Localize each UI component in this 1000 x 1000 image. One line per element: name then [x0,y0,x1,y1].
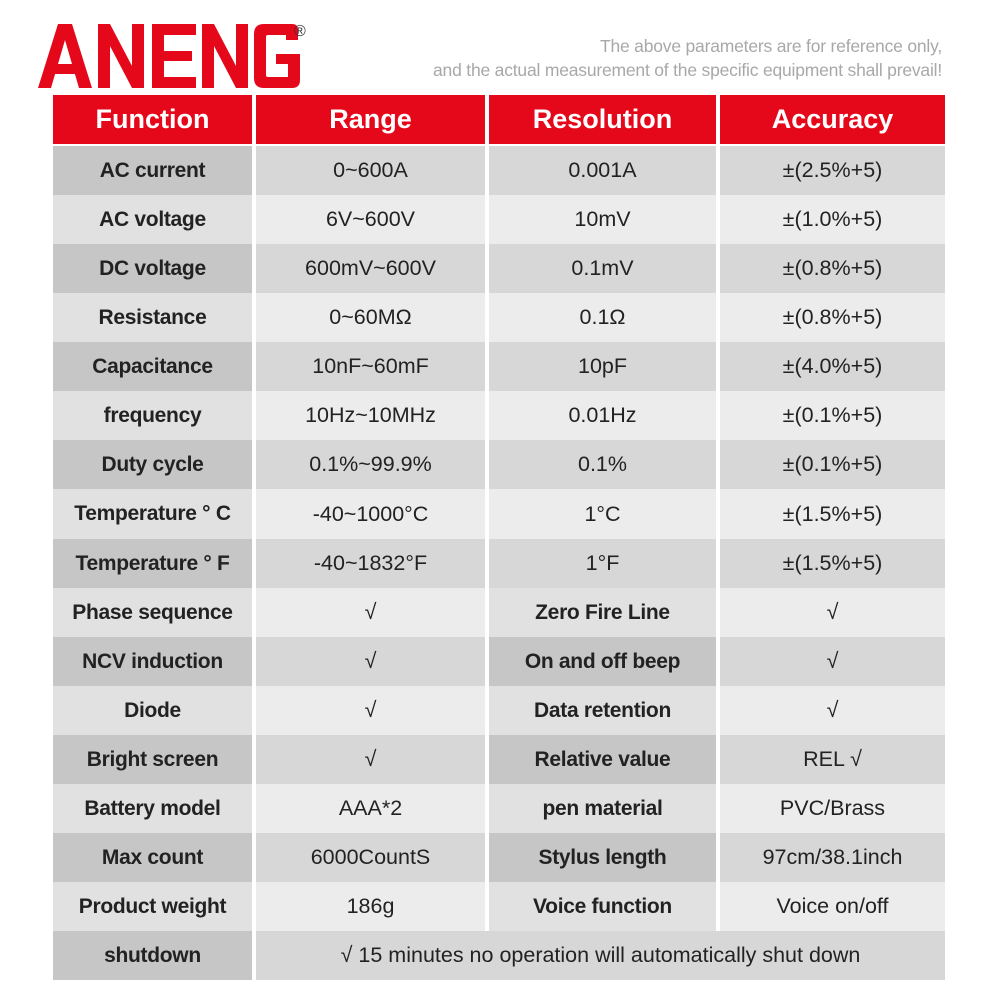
feature-value-cell: 6000CountS [256,833,485,882]
feature-value-cell: REL √ [720,735,945,784]
range-cell: 6V~600V [256,195,485,244]
shutdown-value-cell: √ 15 minutes no operation will automatically shut down [256,931,945,980]
feature-label-cell: Product weight [53,882,252,931]
feature-label-cell: Relative value [489,735,716,784]
feature-value-cell: √ [720,588,945,637]
feature-label-cell: Zero Fire Line [489,588,716,637]
accuracy-cell: ±(4.0%+5) [720,342,945,391]
function-cell: Temperature ° C [53,489,252,539]
resolution-cell: 1°C [489,489,716,539]
header-range: Range [256,95,485,144]
disclaimer-line-2: and the actual measurement of the specific equipment shall prevail! [433,60,942,80]
function-cell: AC voltage [53,195,252,244]
resolution-cell: 1°F [489,539,716,588]
resolution-cell: 0.1% [489,440,716,489]
range-cell: 10Hz~10MHz [256,391,485,440]
registered-mark: ® [294,23,306,40]
function-cell: Duty cycle [53,440,252,489]
feature-label-cell: NCV induction [53,637,252,686]
feature-value-cell: PVC/Brass [720,784,945,833]
feature-label-cell: Battery model [53,784,252,833]
accuracy-cell: ±(1.0%+5) [720,195,945,244]
header-function: Function [53,95,252,144]
resolution-cell: 0.1mV [489,244,716,293]
accuracy-cell: ±(2.5%+5) [720,146,945,195]
range-cell: 0.1%~99.9% [256,440,485,489]
feature-value-cell: √ [256,735,485,784]
feature-value-cell: Voice on/off [720,882,945,931]
feature-label-cell: Stylus length [489,833,716,882]
function-cell: Capacitance [53,342,252,391]
resolution-cell: 0.1Ω [489,293,716,342]
range-cell: 0~600A [256,146,485,195]
resolution-cell: 10pF [489,342,716,391]
feature-label-cell: Phase sequence [53,588,252,637]
feature-value-cell: AAA*2 [256,784,485,833]
feature-label-cell: Bright screen [53,735,252,784]
feature-label-cell: Voice function [489,882,716,931]
feature-value-cell: 97cm/38.1inch [720,833,945,882]
function-cell: frequency [53,391,252,440]
feature-label-cell: On and off beep [489,637,716,686]
accuracy-cell: ±(0.1%+5) [720,391,945,440]
feature-label-cell: pen material [489,784,716,833]
function-cell: AC current [53,146,252,195]
aneng-logo [36,20,308,92]
function-cell: Temperature ° F [53,539,252,588]
feature-value-cell: √ [256,686,485,735]
accuracy-cell: ±(0.8%+5) [720,293,945,342]
header-resolution: Resolution [489,95,716,144]
feature-value-cell: 186g [256,882,485,931]
feature-label-cell: Max count [53,833,252,882]
function-cell: Resistance [53,293,252,342]
range-cell: 10nF~60mF [256,342,485,391]
feature-value-cell: √ [256,637,485,686]
resolution-cell: 0.01Hz [489,391,716,440]
spec-table [53,95,945,980]
resolution-cell: 10mV [489,195,716,244]
feature-value-cell: √ [720,686,945,735]
header-accuracy: Accuracy [720,95,945,144]
function-cell: DC voltage [53,244,252,293]
shutdown-label-cell: shutdown [53,931,252,980]
disclaimer [433,34,942,82]
resolution-cell: 0.001A [489,146,716,195]
accuracy-cell: ±(0.8%+5) [720,244,945,293]
accuracy-cell: ±(0.1%+5) [720,440,945,489]
feature-label-cell: Data retention [489,686,716,735]
range-cell: -40~1832°F [256,539,485,588]
feature-value-cell: √ [720,637,945,686]
range-cell: 0~60MΩ [256,293,485,342]
range-cell: 600mV~600V [256,244,485,293]
feature-label-cell: Diode [53,686,252,735]
range-cell: -40~1000°C [256,489,485,539]
accuracy-cell: ±(1.5%+5) [720,489,945,539]
disclaimer-line-1: The above parameters are for reference only, [599,36,942,56]
feature-value-cell: √ [256,588,485,637]
accuracy-cell: ±(1.5%+5) [720,539,945,588]
